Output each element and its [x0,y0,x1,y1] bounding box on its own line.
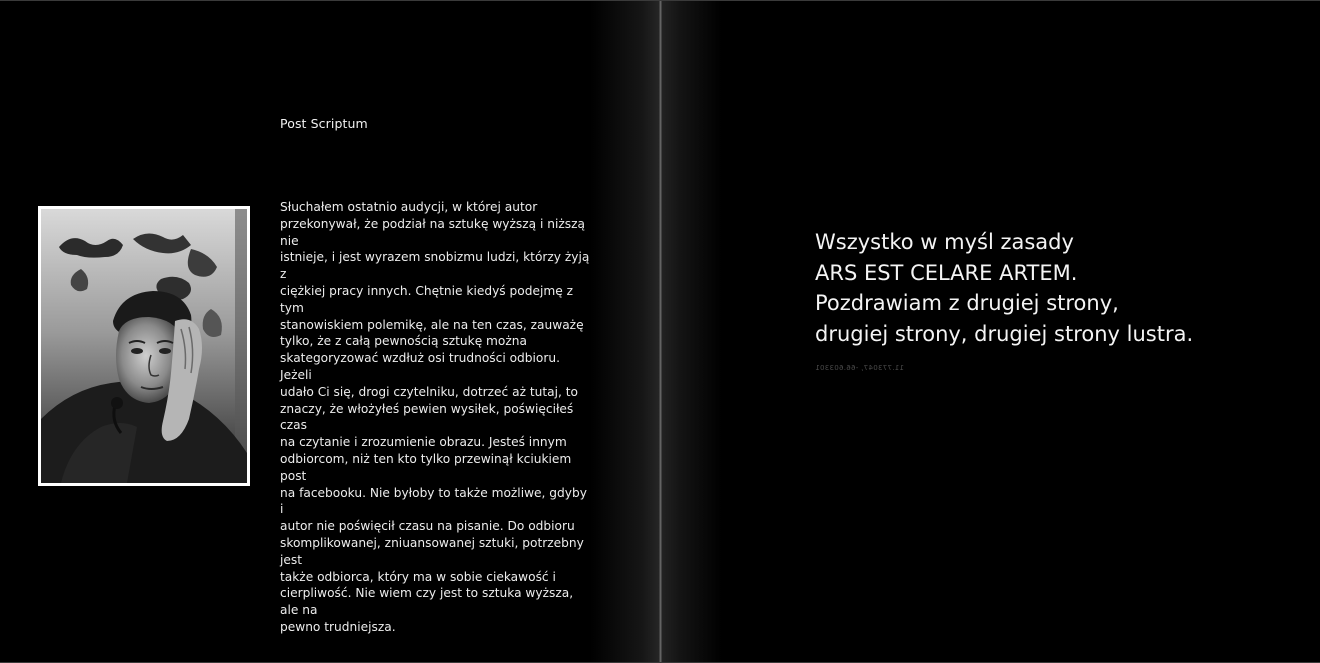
right-page [662,1,1320,662]
gutter-shadow-left [590,1,660,662]
closing-quote [815,227,1275,349]
quote-line: Pozdrawiam z drugiej strony, [815,291,1119,315]
quote-line: ARS EST CELARE ARTEM. [815,260,1078,285]
quote-line: drugiej strony, drugiej strony lustra. [815,321,1194,346]
post-scriptum-body: Słuchałem ostatnio audycji, w której autor przekonywał, że podział na sztukę wyższą i niższą nie istnieje, i jest wyrazem snobizmu ludzi, którzy żyją z ciężkiej pracy innych. Chętnie kiedyś podejmę z tym stanowiskiem polemikę, ale na ten czas, zauważę tylko, że z całą pewnością sztukę można skategoryzować wzdłuż osi trudności odbioru. Jeżeli udało Ci się, drogi czytelniku, dotrzeć aż tutaj, to znaczy, że włożyłeś pewien wysiłek, poświęciłeś czas na czytanie i zrozumienie obrazu. Jesteś innym odbiorcom, niż ten kto tylko przewinął kciukiem post na facebooku. Nie byłoby to także możliwe, gdyby i autor nie poświęcił czasu na pisanie. Do odbioru skomplikowanej, zniuansowanej sztuki, potrzebny jest także odbiorca, który ma w sobie ciekawość i cierpliwość. Nie wiem czy jest to sztuka wyższa, ale na pewno trudniejsza. [280,200,590,634]
mirrored-coordinates: 11.773047, -66.603301 [815,364,904,372]
page-title: Post Scriptum [280,116,368,131]
left-page [0,1,660,662]
portrait-photo [38,206,250,486]
gutter-shadow-right [662,1,722,662]
quote-line: Wszystko w myśl zasady [815,230,1074,254]
portrait-image [41,209,247,483]
